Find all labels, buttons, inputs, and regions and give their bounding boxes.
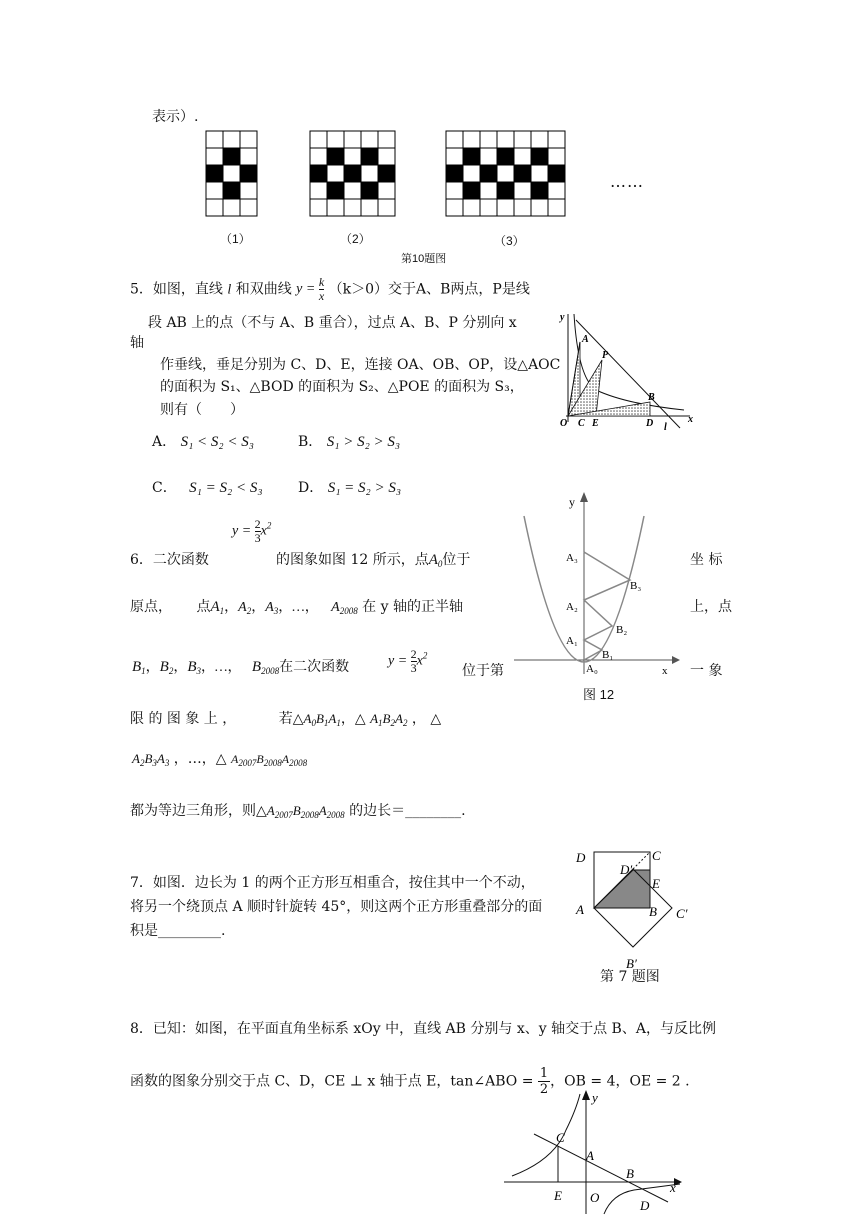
grid-cell (497, 148, 514, 165)
grid-cell (514, 182, 531, 199)
q5-option-c[interactable]: C． S₁ = S₂ < S₃ (152, 480, 263, 496)
q7-fig-b-prime: B′ (626, 956, 637, 971)
grid-cell (223, 199, 240, 216)
q5-figure (556, 308, 700, 432)
grid-cell (446, 165, 463, 182)
q6-fig-a1: A₁ (566, 635, 578, 647)
grid-cell (446, 148, 463, 165)
q5-line1 (130, 276, 530, 303)
grid-cell (344, 131, 361, 148)
grid-cell (446, 199, 463, 216)
q8-fraction-numerator: 1 (539, 1066, 549, 1081)
q8-fig-e: E (554, 1188, 562, 1203)
grid-cell (497, 182, 514, 199)
q6-line1: 6．二次函数 (130, 552, 209, 568)
grid-cell (514, 165, 531, 182)
q7-fig-e: E (652, 876, 660, 891)
q6-fig-b3: B₃ (630, 580, 642, 592)
grid-cell (223, 148, 240, 165)
figure10-caption: 第10题图 (401, 253, 447, 265)
q6-fig-a2: A₂ (566, 601, 578, 613)
grid-cell (446, 182, 463, 199)
grid-cell (344, 148, 361, 165)
q7-figure (572, 844, 702, 974)
grid-cell (240, 131, 257, 148)
q7-figure-caption: 第 7 题图 (600, 969, 660, 985)
q8-figure (504, 1090, 690, 1216)
q8-line2: 函数的图象分别交于点 C、D，CE ⊥ x 轴于点 E，tan∠ABO = $\frac{1}{2}$ ，OB = 4，OE = 2 . (130, 1066, 690, 1097)
grid-cell (327, 199, 344, 216)
q5-fig-label-a: A (582, 334, 589, 345)
grid-cell (310, 199, 327, 216)
q6-fig-y: y (569, 495, 575, 509)
grid-cell (327, 131, 344, 148)
grid-cell (378, 148, 395, 165)
q8-fig-d: D (640, 1198, 650, 1213)
grid-cell (531, 131, 548, 148)
q7-fig-a: A (576, 902, 584, 917)
grid-cell (531, 165, 548, 182)
q5-option-b[interactable]: B． S₁ > S₂ > S₃ (298, 434, 401, 450)
q6-line5: $A_2B_3A_3$ ，…，△ $A_{2007}B_{2008}A_{2008}$ (132, 751, 308, 768)
grid-cell (223, 182, 240, 199)
q8-fig-o: O (590, 1190, 600, 1205)
grid-cell (514, 199, 531, 216)
grid-cell (548, 148, 565, 165)
grid-cell (514, 148, 531, 165)
q5-hyperbola-formula: y = $\frac{k}{x}$ (296, 275, 325, 303)
q5-line2: 段 AB 上的点（不与 A、B 重合），过点 A、B、P 分别向 x (148, 315, 517, 331)
q6-fig-x: x (662, 665, 668, 677)
grid-cell (497, 131, 514, 148)
q5-fig-label-e: E (592, 418, 599, 429)
q8-fig-a: A (586, 1148, 594, 1163)
q6-parabola-formula-2: y = $\frac{2}{3}$ $x^2$ (388, 647, 428, 675)
figure10-label-3: （3） (494, 234, 525, 248)
q6-line1-d: 坐 标 (690, 552, 723, 568)
grid-cell (361, 199, 378, 216)
grid-cell (361, 131, 378, 148)
q5-option-a[interactable]: A． S₁ < S₂ < S₃ (152, 434, 254, 450)
grid-cell (361, 182, 378, 199)
q6-figure (512, 488, 684, 698)
grid-cell (463, 182, 480, 199)
grid-cell (463, 131, 480, 148)
q6-line1-b: 的图象如图 12 所示，点$A_0$位于 (276, 552, 471, 569)
grid-cell (531, 199, 548, 216)
q6-fig-b1: B₁ (602, 649, 614, 661)
grid-cell (327, 148, 344, 165)
grid-cell (310, 148, 327, 165)
grid-cell (548, 182, 565, 199)
q7-line2: 将另一个绕顶点 A 顺时针旋转 45°，则这两个正方形重叠部分的面 (130, 899, 543, 915)
grid-cell (206, 182, 223, 199)
figure10-label-2: （2） (340, 232, 371, 246)
grid-cell (480, 131, 497, 148)
grid-cell (531, 182, 548, 199)
grid-cell (378, 165, 395, 182)
figure10-continuation-dots: …… (610, 172, 644, 191)
figure10-label-1: （1） (220, 232, 251, 246)
grid-cell (223, 131, 240, 148)
q5-text-a: 5．如图，直线 (130, 281, 223, 298)
grid-cell (327, 182, 344, 199)
q5-fig-label-p: P (602, 350, 609, 361)
grid-cell (206, 165, 223, 182)
grid-cell (206, 148, 223, 165)
q6-fig-a3: A₃ (566, 552, 578, 564)
q6-parabola-formula-1: y = $\frac{2}{3}$ $x^2$ (232, 517, 272, 545)
grid-cell (480, 199, 497, 216)
q8-fig-b: B (626, 1166, 634, 1181)
grid-cell (378, 131, 395, 148)
grid-cell (327, 165, 344, 182)
q5-option-d[interactable]: D． S₁ = S₂ > S₃ (298, 480, 402, 496)
grid-cell (240, 199, 257, 216)
grid-cell (480, 148, 497, 165)
q7-fig-b: B (649, 904, 657, 919)
q7-fig-d: D (576, 850, 586, 865)
grid-cell (240, 182, 257, 199)
q5-fig-label-l: l (664, 422, 667, 432)
grid-cell (223, 165, 240, 182)
grid-cell (548, 131, 565, 148)
grid-cell (344, 165, 361, 182)
q5-fig-label-c: C (578, 418, 585, 429)
grid-cell (463, 165, 480, 182)
q6-figure-caption: 图 12 (583, 687, 615, 702)
q7-line1: 7．如图．边长为 1 的两个正方形互相重合，按住其中一个不动， (130, 875, 535, 891)
q6-line3-c: 位于第 (462, 663, 504, 679)
grid-cell (240, 148, 257, 165)
grid-cell (206, 199, 223, 216)
grid-cell (548, 199, 565, 216)
q8-line1: 8．已知：如图，在平面直角坐标系 xOy 中，直线 AB 分别与 x、y 轴交于点 B、A，与反比例 (130, 1021, 716, 1037)
q6-line4: 限 的 图 象 上 ， 若$\triangle A_0B_1A_1$，△ $A_1B_2A_2$ ， △ (130, 711, 442, 728)
q8-fig-c: C (556, 1130, 565, 1145)
q6-line2-d: 上，点 (690, 599, 732, 615)
q5-line5: 的面积为 S₁、△BOD 的面积为 S₂、△POE 的面积为 S₃， (160, 379, 524, 395)
q8-fig-x: x (670, 1180, 676, 1195)
grid-cell (206, 131, 223, 148)
prev-question-tail: 表示）. (152, 109, 199, 125)
grid-cell (480, 182, 497, 199)
grid-cell (446, 131, 463, 148)
q6-line6: 都为等边三角形，则$\triangle A_{2007}B_{2008}A_{2008}$ 的边长＝________. (130, 803, 466, 820)
q7-fig-c-prime: C′ (676, 906, 688, 921)
q8-fraction-denominator: 2 (539, 1082, 549, 1097)
grid-cell (514, 131, 531, 148)
q6-line3-d: 一 象 (690, 663, 723, 679)
q6-fig-b2: B₂ (616, 624, 628, 636)
grid-cell (310, 182, 327, 199)
q5-line4: 作垂线，垂足分别为 C、D、E，连接 OA、OB、OP，设△AOC (160, 357, 561, 373)
q6-fig-a0: A₀ (586, 663, 598, 675)
q5-condition: （k＞0）交于 (328, 281, 417, 298)
grid-cell (548, 165, 565, 182)
q5-fig-label-b: B (648, 392, 655, 403)
grid-cell (463, 199, 480, 216)
q7-fig-d-prime: D′ (620, 862, 633, 877)
q7-line3: 积是_________. (130, 923, 226, 939)
q6-line3: $B_1$，$B_2$，$B_3$，…， $B_{2008}$在二次函数 (132, 659, 350, 676)
q5-text-b: 和双曲线 (235, 281, 292, 298)
grid-cell (361, 165, 378, 182)
grid-cell (480, 165, 497, 182)
grid-cell (531, 148, 548, 165)
q7-fig-c: C (652, 848, 661, 863)
q6-line2: 原点， 点$A_1$，$A_2$，$A_3$，…， $A_{2008}$ 在 y 轴的正半轴 (130, 599, 463, 616)
grid-cell (378, 199, 395, 216)
grid-cell (361, 148, 378, 165)
figure10-patterns (200, 126, 680, 246)
grid-cell (378, 182, 395, 199)
grid-cell (240, 165, 257, 182)
q5-fig-label-o: O (560, 418, 568, 429)
q5-text-c: A、B两点，P是线 (416, 281, 530, 298)
grid-cell (497, 199, 514, 216)
grid-cell (463, 148, 480, 165)
grid-cell (344, 199, 361, 216)
q5-fig-label-x: x (688, 414, 693, 425)
q8-fig-y: y (592, 1090, 598, 1105)
grid-cell (344, 182, 361, 199)
q5-fig-label-d: D (646, 418, 654, 429)
q5-line3: 轴 (130, 335, 144, 351)
grid-cell (310, 131, 327, 148)
q5-line-l: l (227, 282, 232, 298)
q5-line6: 则有（ ） (160, 402, 244, 418)
grid-cell (497, 165, 514, 182)
q5-fig-label-y: y (560, 312, 565, 323)
grid-cell (310, 165, 327, 182)
